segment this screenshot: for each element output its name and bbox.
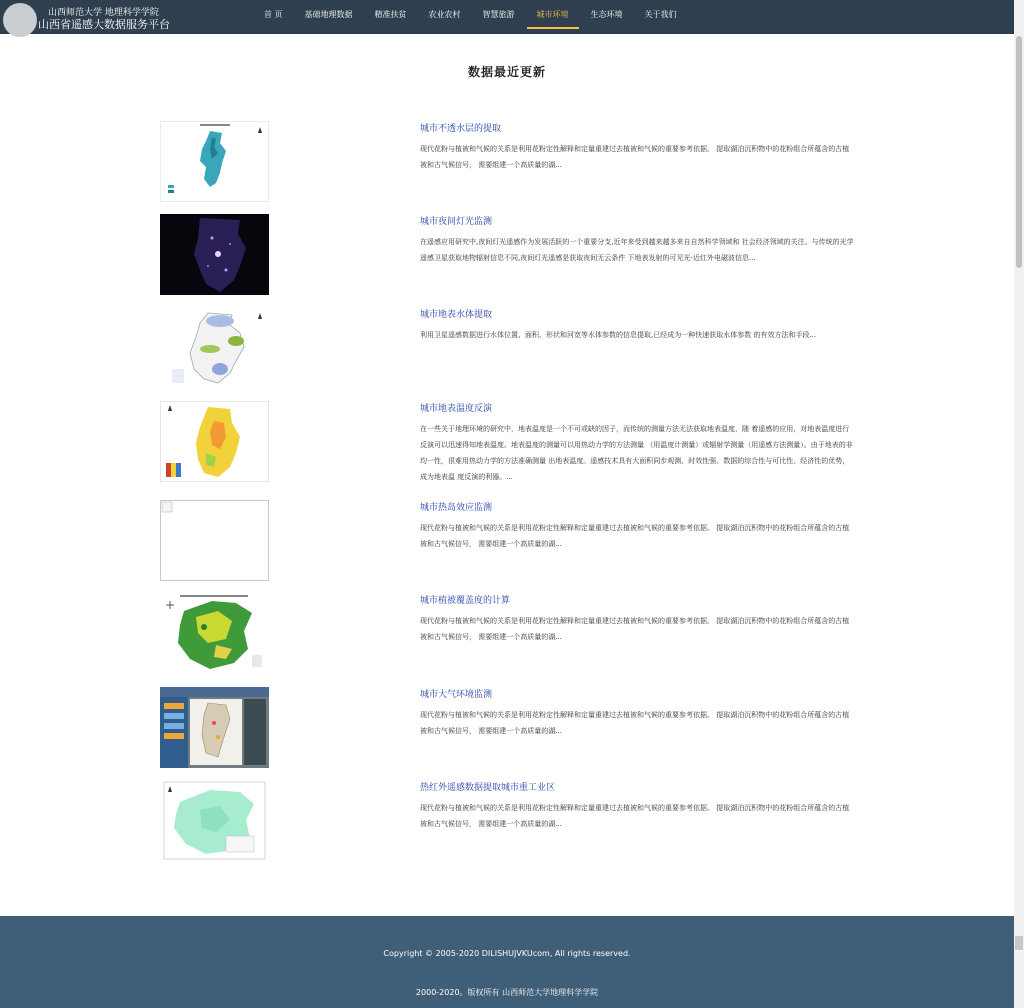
footer [0,916,1014,1008]
list-item [160,307,860,393]
nav-item-poverty-alleviation[interactable]: 精准扶贫 [374,10,407,19]
item-thumbnail[interactable] [160,687,269,768]
item-description: 现代花粉与植被和气候的关系是利用花粉定性解释和定量重建过去植被和气候的重要参考依据。 提取湖泊沉积物中的花粉组合所蕴含的古植被和古气候信号， 需要组建一个高质量的湖... [420,145,850,169]
item-thumbnail-broken[interactable] [160,500,269,581]
item-thumbnail[interactable] [160,593,269,674]
list-item [160,780,860,866]
page-scrollbar[interactable] [1014,0,1024,1008]
scrollbar-thumb[interactable] [1016,36,1022,268]
item-description: 在一些关于地理环境的研究中，地表温度是一个不可或缺的因子，而传统的测量方法无法获取地表温度，随 着遥感的应用，对地表温度进行反演可以迅速得知地表温度。地表温度的测量可以用热动力学的方法测量 （用温度计测量）或辐射学测量（用遥感方法测量）。由于地表的非均一性，很难用热动力学的方法准确测量 出地表温度。遥感技术具有大面积同步观测、时效性强、数据的综合性与可比性、经济性的优势，成为地表温 度反演的利器。... [420,425,853,481]
nav-item-agriculture[interactable]: 农业农村 [428,10,461,19]
brand-university: 山西师范大学 地理科学学院 [48,8,159,18]
item-title[interactable]: 城市夜间灯光监测 [420,217,493,227]
item-thumbnail[interactable] [160,780,269,861]
item-title[interactable]: 城市大气环境监测 [420,690,493,700]
item-thumbnail[interactable] [160,307,269,388]
item-title[interactable]: 城市植被覆盖度的计算 [420,596,511,606]
item-description: 利用卫星遥感数据进行水体位置、面积、形状和河宽等水体参数的信息提取,已经成为一种快速获取水体参数 的有效方法和手段... [420,331,817,339]
nav-item-smart-tourism[interactable]: 智慧旅游 [482,10,515,19]
list-item [160,121,860,207]
item-title[interactable]: 城市热岛效应监测 [420,503,493,513]
nav-item-about-us[interactable]: 关于我们 [644,10,677,19]
item-description: 现代花粉与植被和气候的关系是利用花粉定性解释和定量重建过去植被和气候的重要参考依据。 提取湖泊沉积物中的花粉组合所蕴含的古植被和古气候信号， 需要组建一个高质量的湖... [420,711,850,735]
footer-rights: 2000-2020。版权所有 山西师范大学地理科学学院 [415,988,599,997]
item-thumbnail[interactable] [160,401,269,482]
top-navbar [0,0,1014,34]
item-title[interactable]: 城市地表水体提取 [420,310,493,320]
scrollbar-marker [1015,936,1023,950]
item-title[interactable]: 城市地表温度反演 [420,404,493,414]
nav-item-basic-geo-data[interactable]: 基础地理数据 [304,10,353,19]
nav-item-ecological-environment[interactable]: 生态环境 [590,10,623,19]
list-item [160,214,860,300]
section-title: 数据最近更新 [467,65,546,79]
item-title[interactable]: 热红外遥感数据提取城市重工业区 [420,783,556,793]
list-item [160,401,860,487]
item-description: 现代花粉与植被和气候的关系是利用花粉定性解释和定量重建过去植被和气候的重要参考依据。 提取湖泊沉积物中的花粉组合所蕴含的古植被和古气候信号， 需要组建一个高质量的湖... [420,524,850,548]
item-description: 现代花粉与植被和气候的关系是利用花粉定性解释和定量重建过去植被和气候的重要参考依据。 提取湖泊沉积物中的花粉组合所蕴含的古植被和古气候信号， 需要组建一个高质量的湖... [420,804,850,828]
item-thumbnail[interactable] [160,214,269,295]
list-item [160,593,860,679]
main-nav [254,0,689,34]
footer-copyright: Copyright © 2005-2020 DILISHUJVKUcom, All rights reserved. [383,949,631,958]
list-item [160,500,860,586]
nav-item-home[interactable]: 首 页 [264,10,283,19]
logo[interactable] [3,3,37,37]
item-description: 现代花粉与植被和气候的关系是利用花粉定性解释和定量重建过去植被和气候的重要参考依据。 提取湖泊沉积物中的花粉组合所蕴含的古植被和古气候信号， 需要组建一个高质量的湖... [420,617,850,641]
item-thumbnail[interactable] [160,121,269,202]
item-title[interactable]: 城市不透水层的提取 [420,124,502,134]
brand-platform-name[interactable]: 山西省遥感大数据服务平台 [38,18,170,31]
nav-item-urban-environment[interactable]: 城市环境 [527,0,579,29]
list-item [160,687,860,773]
item-description: 在遥感应用研究中,夜间灯光遥感作为发展活跃的一个重要分支,近年来受到越来越多来自自然科学领域和 社会经济领域的关注。与传统的光学遥感卫星获取地物辐射信息不同,夜间灯光遥感是获取夜间无云条件 下地表发射的可见光-近红外电磁波信息... [420,238,854,262]
